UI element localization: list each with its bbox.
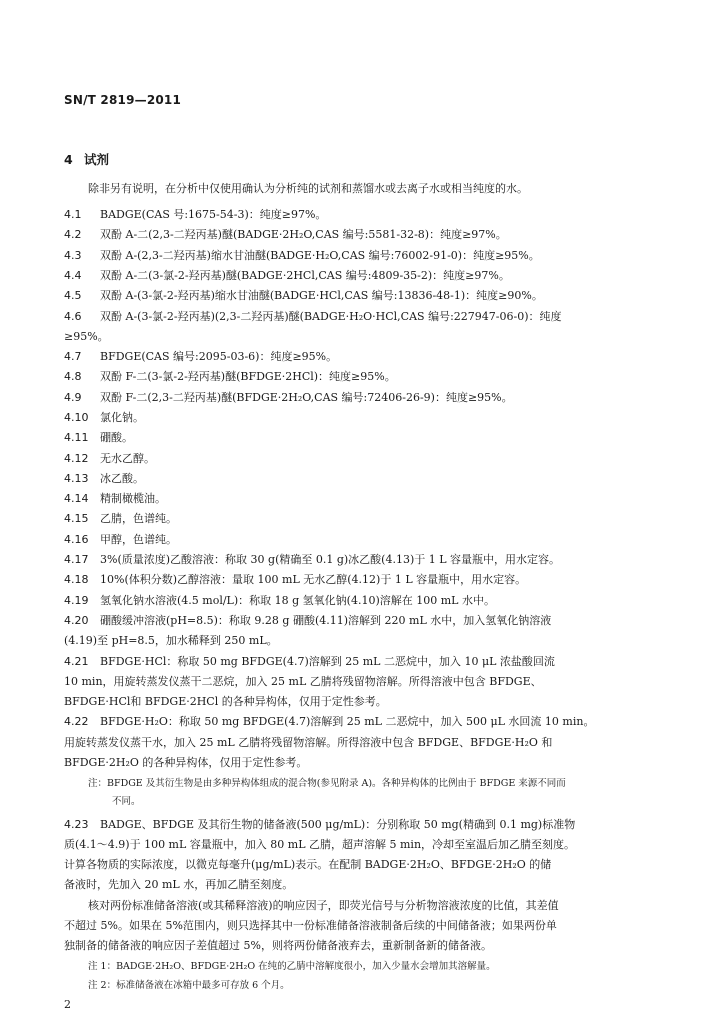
clause-4-13 — [64, 472, 144, 486]
clause-number: 4.8 — [64, 370, 82, 383]
clause-4-23-cont-1: 质(4.1～4.9)于 100 mL 容量瓶中，加入 80 mL 乙腈，超声溶解 5 min，冷却至室温后加乙腈至刻度。 — [64, 838, 576, 851]
clause-4-3 — [64, 249, 540, 263]
clause-4-5 — [64, 289, 543, 303]
clause-4-19 — [64, 594, 495, 608]
clause-4-10 — [64, 411, 144, 425]
clause-number: 4.2 — [64, 228, 82, 241]
clause-4-22 — [64, 715, 594, 729]
clause-4-17 — [64, 553, 560, 567]
clause-4-21-cont-1: 10 min，用旋转蒸发仪蒸干二恶烷，加入 25 mL 乙腈将残留物溶解。所得溶液中包含 BFDGE、 — [64, 675, 542, 688]
clause-4-21-cont-2: BFDGE·HCl和 BFDGE·2HCl 的各种异构体，仅用于定性参考。 — [64, 695, 387, 708]
clause-text: 双酚 A-(3-氯-2-羟丙基)缩水甘油醚(BADGE·HCl,CAS 编号:13836-48-1)：纯度≥90%。 — [100, 289, 543, 302]
clause-4-6 — [64, 310, 561, 324]
clause-text: BFDGE(CAS 编号:2095-03-6)：纯度≥95%。 — [100, 350, 338, 363]
clause-text: 氯化钠。 — [100, 411, 144, 424]
clause-4-20 — [64, 614, 551, 628]
clause-4-16 — [64, 533, 177, 547]
clause-text: 无水乙醇。 — [100, 452, 155, 465]
clause-4-7 — [64, 350, 337, 364]
clause-number: 4.22 — [64, 715, 89, 728]
clause-number: 4.19 — [64, 594, 89, 607]
note-1: 注 1：BADGE·2H₂O、BFDGE·2H₂O 在纯的乙腈中溶解度很小，加入少量水会增加其溶解量。 — [88, 961, 496, 972]
clause-text: 乙腈，色谱纯。 — [100, 512, 177, 525]
clause-number: 4.20 — [64, 614, 89, 627]
clause-number: 4.21 — [64, 655, 89, 668]
clause-text: 3%(质量浓度)乙酸溶液：称取 30 g(精确至 0.1 g)冰乙酸(4.13)于 1 L 容量瓶中，用水定容。 — [100, 553, 561, 566]
clause-4-15 — [64, 512, 177, 526]
clause-4-1 — [64, 208, 326, 222]
clause-4-21 — [64, 655, 555, 669]
clause-4-6-cont: ≥95%。 — [64, 330, 109, 343]
clause-4-2 — [64, 228, 507, 242]
clause-text: 氢氧化钠水溶液(4.5 mol/L)：称取 18 g 氢氧化钠(4.10)溶解在 100 mL 水中。 — [100, 594, 495, 607]
clause-number: 4.9 — [64, 391, 82, 404]
clause-4-20-cont: (4.19)至 pH=8.5，加水稀释到 250 mL。 — [64, 634, 278, 647]
clause-number: 4.4 — [64, 269, 82, 282]
clause-4-14 — [64, 492, 166, 506]
page-number: 2 — [64, 998, 71, 1011]
clause-text: BADGE、BFDGE 及其衍生物的储备液(500 μg/mL)：分别称取 50 mg(精确到 0.1 mg)标准物 — [100, 818, 576, 831]
response-factor-cont-2: 独制备的储备液的响应因子差值超过 5%，则将两份储备液弃去，重新制备新的储备液。 — [64, 939, 492, 952]
clause-4-11 — [64, 431, 133, 445]
clause-number: 4.1 — [64, 208, 82, 221]
note-2: 注 2：标准储备液在冰箱中最多可存放 6 个月。 — [88, 980, 290, 991]
clause-number: 4.10 — [64, 411, 89, 424]
clause-text: 10%(体积分数)乙醇溶液：量取 100 mL 无水乙醇(4.12)于 1 L 容量瓶中，用水定容。 — [100, 573, 527, 586]
clause-4-8 — [64, 370, 396, 384]
clause-4-22-cont-1: 用旋转蒸发仪蒸干水，加入 25 mL 乙腈将残留物溶解。所得溶液中包含 BFDGE、BFDGE·H₂O 和 — [64, 736, 553, 749]
clause-text: 双酚 A-二(3-氯-2-羟丙基)醚(BADGE·2HCl,CAS 编号:4809-35-2)：纯度≥97%。 — [100, 269, 510, 282]
intro-paragraph: 除非另有说明，在分析中仅使用确认为分析纯的试剂和蒸馏水或去离子水或相当纯度的水。 — [88, 182, 528, 195]
note-isomers-cont: 不同。 — [112, 796, 141, 807]
clause-number: 4.12 — [64, 452, 89, 465]
clause-number: 4.15 — [64, 512, 89, 525]
clause-text: 双酚 F-二(3-氯-2-羟丙基)醚(BFDGE·2HCl)：纯度≥95%。 — [100, 370, 396, 383]
clause-4-22-cont-2: BFDGE·2H₂O 的各种异构体，仅用于定性参考。 — [64, 756, 308, 769]
standard-code-header: SN/T 2819—2011 — [64, 93, 182, 107]
clause-text: 双酚 F-二(2,3-二羟丙基)醚(BFDGE·2H₂O,CAS 编号:72406-26-9)：纯度≥95%。 — [100, 391, 513, 404]
clause-number: 4.17 — [64, 553, 89, 566]
section-title-text: 试剂 — [84, 152, 110, 167]
clause-number: 4.3 — [64, 249, 82, 262]
clause-4-12 — [64, 452, 155, 466]
clause-4-9 — [64, 391, 513, 405]
clause-text: BFDGE·HCl：称取 50 mg BFDGE(4.7)溶解到 25 mL 二恶烷中，加入 10 μL 浓盐酸回流 — [100, 655, 555, 668]
clause-number: 4.7 — [64, 350, 82, 363]
clause-number: 4.6 — [64, 310, 82, 323]
clause-number: 4.16 — [64, 533, 89, 546]
clause-4-23-cont-3: 备液时，先加入 20 mL 水，再加乙腈至刻度。 — [64, 878, 294, 891]
clause-text: BFDGE·H₂O：称取 50 mg BFDGE(4.7)溶解到 25 mL 二恶烷中，加入 500 μL 水回流 10 min。 — [100, 715, 595, 728]
clause-number: 4.23 — [64, 818, 89, 831]
response-factor-paragraph: 核对两份标准储备溶液(或其稀释溶液)的响应因子，即荧光信号与分析物溶液浓度的比值，其差值 — [88, 899, 559, 912]
clause-text: BADGE(CAS 号:1675-54-3)：纯度≥97%。 — [100, 208, 327, 221]
clause-text: 双酚 A-(2,3-二羟丙基)缩水甘油醚(BADGE·H₂O,CAS 编号:76002-91-0)：纯度≥95%。 — [100, 249, 540, 262]
response-factor-cont-1: 不超过 5%。如果在 5%范围内，则只选择其中一份标准储备溶液制备后续的中间储备液；如果两份单 — [64, 919, 557, 932]
section-heading — [64, 150, 109, 168]
clause-4-18 — [64, 573, 526, 587]
section-number: 4 — [64, 152, 73, 167]
clause-4-23 — [64, 818, 575, 832]
clause-number: 4.18 — [64, 573, 89, 586]
clause-text: 硼酸缓冲溶液(pH=8.5)：称取 9.28 g 硼酸(4.11)溶解到 220 mL 水中，加入氢氧化钠溶液 — [100, 614, 552, 627]
clause-text: 甲醇，色谱纯。 — [100, 533, 177, 546]
clause-number: 4.11 — [64, 431, 89, 444]
clause-text: 冰乙酸。 — [100, 472, 144, 485]
clause-text: 硼酸。 — [100, 431, 133, 444]
clause-number: 4.13 — [64, 472, 89, 485]
clause-4-23-cont-2: 计算各物质的实际浓度，以微克每毫升(μg/mL)表示。在配制 BADGE·2H₂O、BFDGE·2H₂O 的储 — [64, 858, 552, 871]
clause-number: 4.5 — [64, 289, 82, 302]
clause-text: 双酚 A-二(2,3-二羟丙基)醚(BADGE·2H₂O,CAS 编号:5581-32-8)：纯度≥97%。 — [100, 228, 507, 241]
clause-number: 4.14 — [64, 492, 89, 505]
note-isomers: 注：BFDGE 及其衍生物是由多种异构体组成的混合物(参见附录 A)。各种异构体的比例由于 BFDGE 来源不同而 — [88, 778, 566, 789]
clause-text: 精制橄榄油。 — [100, 492, 166, 505]
clause-text: 双酚 A-(3-氯-2-羟丙基)(2,3-二羟丙基)醚(BADGE·H₂O·HCl,CAS 编号:227947-06-0)：纯度 — [100, 310, 562, 323]
clause-4-4 — [64, 269, 510, 283]
